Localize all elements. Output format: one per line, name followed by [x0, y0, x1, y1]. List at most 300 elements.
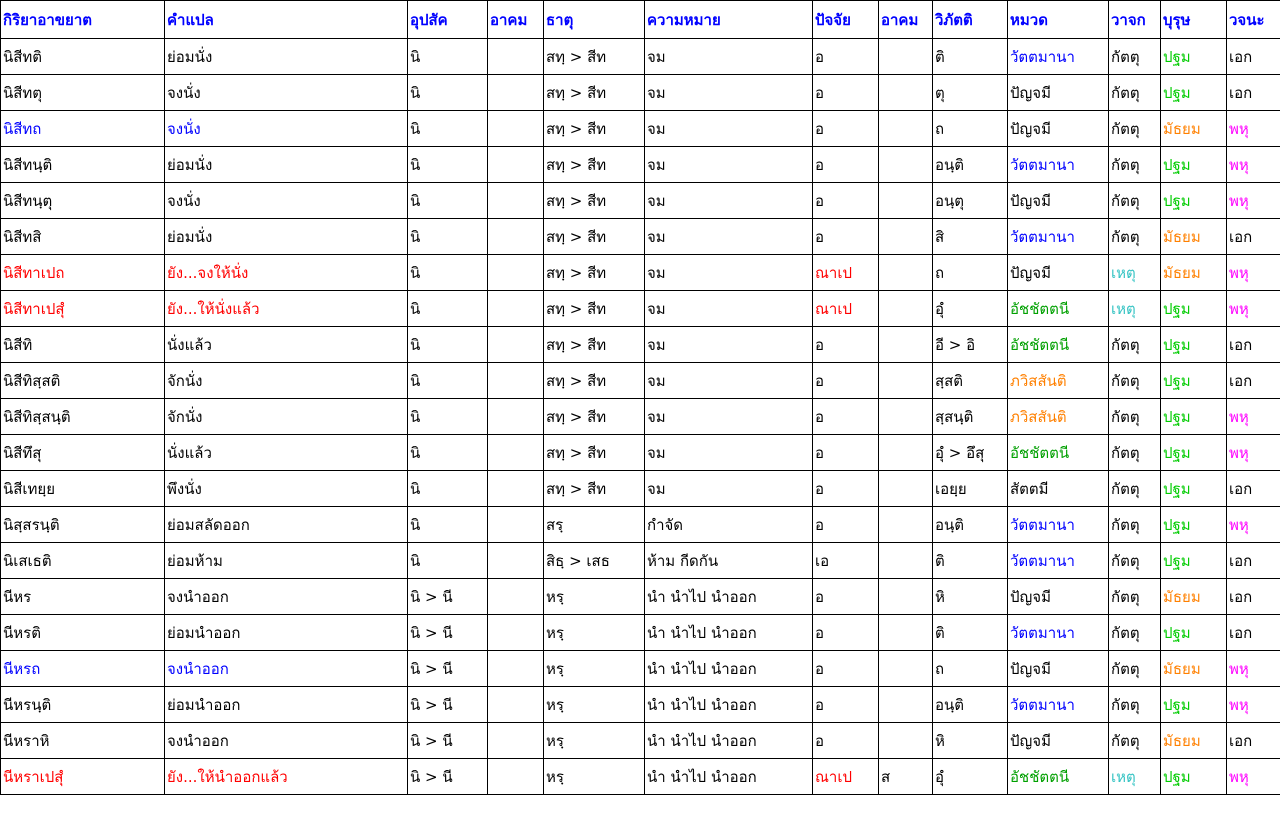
- cell-akom-2: [879, 363, 933, 399]
- cell-meaning: จงนั่ง: [165, 111, 408, 147]
- cell-vacana: พหุ: [1227, 435, 1280, 471]
- cell-kiriya: นีหราเปสุํ: [1, 759, 165, 795]
- cell-purisa: ปฐม: [1161, 183, 1227, 219]
- cell-upasak: นิ: [408, 435, 488, 471]
- cell-dhatu-meaning: จม: [645, 471, 813, 507]
- cell-akom-2: [879, 651, 933, 687]
- cell-akom-2: [879, 39, 933, 75]
- cell-upasak: นิ: [408, 471, 488, 507]
- cell-akom-2: [879, 75, 933, 111]
- cell-dhatu-meaning: กำจัด: [645, 507, 813, 543]
- header-vacana: วจนะ: [1227, 1, 1280, 39]
- cell-akom-2: [879, 615, 933, 651]
- table-row: [1, 147, 1280, 183]
- cell-vacaka: เหตุ: [1109, 255, 1161, 291]
- cell-purisa: ปฐม: [1161, 39, 1227, 75]
- cell-dhatu: สรฺ: [544, 507, 645, 543]
- cell-vacana: พหุ: [1227, 399, 1280, 435]
- table-row: [1, 39, 1280, 75]
- cell-vacana: พหุ: [1227, 759, 1280, 795]
- cell-vibhatti: ถ: [933, 255, 1008, 291]
- cell-vibhatti: ตุ: [933, 75, 1008, 111]
- cell-upasak: นิ: [408, 363, 488, 399]
- table-row: [1, 291, 1280, 327]
- cell-category: ปัญจมี: [1008, 111, 1109, 147]
- cell-vacana: เอก: [1227, 723, 1280, 759]
- cell-vacaka: กัตตุ: [1109, 363, 1161, 399]
- cell-upasak: นิ > นี: [408, 651, 488, 687]
- cell-dhatu: สทฺ > สีท: [544, 255, 645, 291]
- cell-vibhatti: สิ: [933, 219, 1008, 255]
- cell-akom-2: [879, 399, 933, 435]
- header-kiriya: กิริยาอาขยาต: [1, 1, 165, 39]
- cell-akom-2: [879, 579, 933, 615]
- cell-akom-2: [879, 435, 933, 471]
- cell-purisa: มัธยม: [1161, 723, 1227, 759]
- cell-upasak: นิ > นี: [408, 687, 488, 723]
- cell-paccaya: อ: [813, 651, 879, 687]
- cell-dhatu: หรฺ: [544, 651, 645, 687]
- cell-dhatu-meaning: จม: [645, 363, 813, 399]
- cell-vacana: เอก: [1227, 363, 1280, 399]
- cell-meaning: ย่อมนำออก: [165, 687, 408, 723]
- cell-upasak: นิ: [408, 543, 488, 579]
- cell-vacaka: กัตตุ: [1109, 147, 1161, 183]
- cell-dhatu-meaning: ห้าม กีดกัน: [645, 543, 813, 579]
- cell-vibhatti: หิ: [933, 579, 1008, 615]
- cell-dhatu-meaning: จม: [645, 327, 813, 363]
- cell-paccaya: ณาเป: [813, 759, 879, 795]
- cell-dhatu-meaning: จม: [645, 183, 813, 219]
- cell-akom-1: [488, 183, 544, 219]
- cell-kiriya: นิสีทสิ: [1, 219, 165, 255]
- cell-dhatu-meaning: นำ นำไป นำออก: [645, 723, 813, 759]
- table-row: [1, 111, 1280, 147]
- cell-purisa: มัธยม: [1161, 579, 1227, 615]
- cell-akom-1: [488, 147, 544, 183]
- cell-akom-2: ส: [879, 759, 933, 795]
- table-row: [1, 687, 1280, 723]
- cell-purisa: ปฐม: [1161, 363, 1227, 399]
- table-row: [1, 255, 1280, 291]
- cell-upasak: นิ: [408, 75, 488, 111]
- cell-vacana: พหุ: [1227, 255, 1280, 291]
- cell-category: ปัญจมี: [1008, 183, 1109, 219]
- cell-vacana: พหุ: [1227, 687, 1280, 723]
- cell-vacaka: กัตตุ: [1109, 723, 1161, 759]
- cell-vacaka: กัตตุ: [1109, 399, 1161, 435]
- cell-category: ปัญจมี: [1008, 255, 1109, 291]
- cell-kiriya: นิสีทิ: [1, 327, 165, 363]
- cell-upasak: นิ: [408, 399, 488, 435]
- cell-category: ปัญจมี: [1008, 651, 1109, 687]
- cell-vacana: เอก: [1227, 471, 1280, 507]
- cell-vacaka: กัตตุ: [1109, 543, 1161, 579]
- cell-paccaya: อ: [813, 147, 879, 183]
- cell-akom-2: [879, 687, 933, 723]
- cell-dhatu-meaning: นำ นำไป นำออก: [645, 615, 813, 651]
- cell-meaning: จงนั่ง: [165, 183, 408, 219]
- cell-paccaya: อ: [813, 615, 879, 651]
- cell-dhatu: สทฺ > สีท: [544, 435, 645, 471]
- cell-upasak: นิ: [408, 255, 488, 291]
- cell-kiriya: นิสีทนฺติ: [1, 147, 165, 183]
- cell-vibhatti: สฺสติ: [933, 363, 1008, 399]
- cell-category: อัชชัตตนี: [1008, 759, 1109, 795]
- cell-paccaya: อ: [813, 219, 879, 255]
- cell-kiriya: นิสีทนฺตุ: [1, 183, 165, 219]
- cell-paccaya: อ: [813, 471, 879, 507]
- cell-category: ปัญจมี: [1008, 75, 1109, 111]
- cell-paccaya: อ: [813, 363, 879, 399]
- cell-dhatu-meaning: จม: [645, 39, 813, 75]
- cell-dhatu-meaning: จม: [645, 147, 813, 183]
- cell-kiriya: นีหราหิ: [1, 723, 165, 759]
- cell-dhatu: สทฺ > สีท: [544, 399, 645, 435]
- cell-akom-1: [488, 111, 544, 147]
- cell-purisa: มัธยม: [1161, 219, 1227, 255]
- table-row: [1, 363, 1280, 399]
- table-row: [1, 615, 1280, 651]
- cell-dhatu: สทฺ > สีท: [544, 327, 645, 363]
- cell-meaning: นั่งแล้ว: [165, 327, 408, 363]
- cell-akom-1: [488, 39, 544, 75]
- cell-akom-2: [879, 183, 933, 219]
- cell-meaning: จงนำออก: [165, 651, 408, 687]
- cell-vacaka: กัตตุ: [1109, 183, 1161, 219]
- cell-vibhatti: อนฺติ: [933, 687, 1008, 723]
- cell-vacana: เอก: [1227, 615, 1280, 651]
- cell-meaning: ยัง...ให้นั่งแล้ว: [165, 291, 408, 327]
- table-row: [1, 327, 1280, 363]
- cell-purisa: ปฐม: [1161, 435, 1227, 471]
- cell-purisa: มัธยม: [1161, 111, 1227, 147]
- cell-paccaya: อ: [813, 723, 879, 759]
- cell-vacaka: กัตตุ: [1109, 651, 1161, 687]
- table-row: [1, 471, 1280, 507]
- cell-dhatu: สทฺ > สีท: [544, 183, 645, 219]
- cell-vacaka: กัตตุ: [1109, 579, 1161, 615]
- table-row: [1, 543, 1280, 579]
- cell-category: วัตตมานา: [1008, 543, 1109, 579]
- cell-dhatu: หรฺ: [544, 579, 645, 615]
- cell-kiriya: นิเสเธติ: [1, 543, 165, 579]
- cell-dhatu-meaning: นำ นำไป นำออก: [645, 687, 813, 723]
- cell-dhatu: หรฺ: [544, 615, 645, 651]
- cell-akom-2: [879, 255, 933, 291]
- cell-purisa: ปฐม: [1161, 147, 1227, 183]
- cell-vacana: เอก: [1227, 75, 1280, 111]
- cell-vibhatti: ติ: [933, 615, 1008, 651]
- cell-vacana: เอก: [1227, 579, 1280, 615]
- cell-kiriya: นิสีทตุ: [1, 75, 165, 111]
- cell-akom-1: [488, 75, 544, 111]
- cell-meaning: จักนั่ง: [165, 363, 408, 399]
- table-row: [1, 399, 1280, 435]
- cell-vibhatti: ติ: [933, 543, 1008, 579]
- header-akom-2: อาคม: [879, 1, 933, 39]
- cell-akom-1: [488, 219, 544, 255]
- cell-vibhatti: ติ: [933, 39, 1008, 75]
- cell-purisa: มัธยม: [1161, 651, 1227, 687]
- cell-akom-2: [879, 723, 933, 759]
- cell-akom-1: [488, 687, 544, 723]
- cell-vibhatti: อุํ: [933, 291, 1008, 327]
- cell-meaning: นั่งแล้ว: [165, 435, 408, 471]
- cell-dhatu: หรฺ: [544, 687, 645, 723]
- cell-category: อัชชัตตนี: [1008, 435, 1109, 471]
- cell-vibhatti: อุํ > อึสุ: [933, 435, 1008, 471]
- cell-purisa: ปฐม: [1161, 543, 1227, 579]
- cell-dhatu-meaning: จม: [645, 399, 813, 435]
- cell-category: วัตตมานา: [1008, 219, 1109, 255]
- cell-dhatu-meaning: นำ นำไป นำออก: [645, 579, 813, 615]
- table-row: [1, 183, 1280, 219]
- cell-purisa: ปฐม: [1161, 615, 1227, 651]
- cell-vibhatti: ถ: [933, 651, 1008, 687]
- cell-category: วัตตมานา: [1008, 687, 1109, 723]
- cell-vacaka: กัตตุ: [1109, 435, 1161, 471]
- cell-akom-1: [488, 651, 544, 687]
- cell-paccaya: อ: [813, 75, 879, 111]
- cell-kiriya: นิสีทิสฺสนฺติ: [1, 399, 165, 435]
- cell-dhatu-meaning: จม: [645, 219, 813, 255]
- cell-kiriya: นิสีทิสฺสติ: [1, 363, 165, 399]
- cell-meaning: พึงนั่ง: [165, 471, 408, 507]
- cell-upasak: นิ > นี: [408, 759, 488, 795]
- header-dhatu: ธาตุ: [544, 1, 645, 39]
- table-row: [1, 723, 1280, 759]
- cell-dhatu-meaning: นำ นำไป นำออก: [645, 759, 813, 795]
- table-row: [1, 759, 1280, 795]
- table-row: [1, 651, 1280, 687]
- cell-akom-1: [488, 471, 544, 507]
- table-row: [1, 579, 1280, 615]
- cell-akom-1: [488, 615, 544, 651]
- cell-upasak: นิ > นี: [408, 615, 488, 651]
- cell-vacaka: กัตตุ: [1109, 615, 1161, 651]
- cell-vacaka: กัตตุ: [1109, 219, 1161, 255]
- cell-akom-2: [879, 543, 933, 579]
- cell-dhatu: สทฺ > สีท: [544, 147, 645, 183]
- cell-category: ภวิสสันติ: [1008, 399, 1109, 435]
- table-row: [1, 435, 1280, 471]
- cell-vacaka: กัตตุ: [1109, 471, 1161, 507]
- header-meaning: คำแปล: [165, 1, 408, 39]
- cell-vacaka: กัตตุ: [1109, 111, 1161, 147]
- cell-dhatu: สทฺ > สีท: [544, 219, 645, 255]
- cell-paccaya: อ: [813, 327, 879, 363]
- cell-meaning: ยัง...ให้นำออกแล้ว: [165, 759, 408, 795]
- cell-paccaya: ณาเป: [813, 255, 879, 291]
- cell-dhatu: สทฺ > สีท: [544, 111, 645, 147]
- cell-meaning: ย่อมนั่ง: [165, 219, 408, 255]
- header-upasak: อุปสัค: [408, 1, 488, 39]
- cell-purisa: ปฐม: [1161, 399, 1227, 435]
- cell-vibhatti: หิ: [933, 723, 1008, 759]
- cell-vacana: พหุ: [1227, 651, 1280, 687]
- cell-vibhatti: อนฺติ: [933, 507, 1008, 543]
- cell-akom-2: [879, 111, 933, 147]
- table-body: [1, 39, 1280, 795]
- cell-vacana: พหุ: [1227, 147, 1280, 183]
- cell-paccaya: อ: [813, 111, 879, 147]
- cell-purisa: ปฐม: [1161, 75, 1227, 111]
- cell-category: ภวิสสันติ: [1008, 363, 1109, 399]
- cell-akom-2: [879, 219, 933, 255]
- cell-dhatu: หรฺ: [544, 723, 645, 759]
- cell-dhatu-meaning: จม: [645, 291, 813, 327]
- cell-category: วัตตมานา: [1008, 615, 1109, 651]
- cell-vacana: พหุ: [1227, 183, 1280, 219]
- cell-kiriya: นิสีเทยฺย: [1, 471, 165, 507]
- cell-akom-2: [879, 471, 933, 507]
- cell-paccaya: อ: [813, 435, 879, 471]
- cell-akom-1: [488, 327, 544, 363]
- cell-meaning: ย่อมนั่ง: [165, 147, 408, 183]
- cell-kiriya: นีหรติ: [1, 615, 165, 651]
- cell-akom-1: [488, 435, 544, 471]
- cell-kiriya: นีหรนฺติ: [1, 687, 165, 723]
- cell-vibhatti: ถ: [933, 111, 1008, 147]
- cell-dhatu: หรฺ: [544, 759, 645, 795]
- cell-purisa: ปฐม: [1161, 759, 1227, 795]
- cell-vacana: เอก: [1227, 327, 1280, 363]
- cell-dhatu-meaning: จม: [645, 435, 813, 471]
- cell-paccaya: ณาเป: [813, 291, 879, 327]
- cell-kiriya: นีหร: [1, 579, 165, 615]
- cell-dhatu-meaning: จม: [645, 255, 813, 291]
- cell-vacaka: กัตตุ: [1109, 75, 1161, 111]
- cell-kiriya: นีหรถ: [1, 651, 165, 687]
- cell-akom-1: [488, 507, 544, 543]
- cell-akom-2: [879, 147, 933, 183]
- cell-vacana: พหุ: [1227, 507, 1280, 543]
- cell-meaning: จงนำออก: [165, 723, 408, 759]
- cell-paccaya: อ: [813, 579, 879, 615]
- cell-dhatu-meaning: นำ นำไป นำออก: [645, 651, 813, 687]
- cell-paccaya: อ: [813, 39, 879, 75]
- cell-meaning: ย่อมสลัดออก: [165, 507, 408, 543]
- cell-vacana: พหุ: [1227, 291, 1280, 327]
- cell-upasak: นิ > นี: [408, 579, 488, 615]
- header-dhatu-meaning: ความหมาย: [645, 1, 813, 39]
- cell-dhatu: สทฺ > สีท: [544, 471, 645, 507]
- cell-kiriya: นิสีทึสุ: [1, 435, 165, 471]
- header-vibhatti: วิภัตติ: [933, 1, 1008, 39]
- cell-akom-2: [879, 507, 933, 543]
- cell-paccaya: อ: [813, 399, 879, 435]
- cell-meaning: จงนั่ง: [165, 75, 408, 111]
- cell-purisa: ปฐม: [1161, 471, 1227, 507]
- cell-dhatu: สทฺ > สีท: [544, 75, 645, 111]
- cell-akom-1: [488, 759, 544, 795]
- cell-kiriya: นิสีทาเปถ: [1, 255, 165, 291]
- cell-vacaka: กัตตุ: [1109, 507, 1161, 543]
- header-row: [1, 1, 1280, 39]
- cell-meaning: ยัง...จงให้นั่ง: [165, 255, 408, 291]
- cell-category: วัตตมานา: [1008, 147, 1109, 183]
- cell-purisa: มัธยม: [1161, 255, 1227, 291]
- cell-akom-1: [488, 723, 544, 759]
- header-akom-1: อาคม: [488, 1, 544, 39]
- cell-vacana: เอก: [1227, 543, 1280, 579]
- cell-dhatu: สทฺ > สีท: [544, 363, 645, 399]
- cell-upasak: นิ: [408, 39, 488, 75]
- cell-upasak: นิ: [408, 111, 488, 147]
- cell-vibhatti: อนฺตุ: [933, 183, 1008, 219]
- header-vacaka: วาจก: [1109, 1, 1161, 39]
- cell-paccaya: อ: [813, 687, 879, 723]
- cell-upasak: นิ: [408, 327, 488, 363]
- cell-vibhatti: เอยฺย: [933, 471, 1008, 507]
- cell-paccaya: เอ: [813, 543, 879, 579]
- cell-meaning: จักนั่ง: [165, 399, 408, 435]
- cell-purisa: ปฐม: [1161, 507, 1227, 543]
- cell-category: สัตตมี: [1008, 471, 1109, 507]
- header-purisa: บุรุษ: [1161, 1, 1227, 39]
- cell-upasak: นิ: [408, 183, 488, 219]
- cell-vacaka: เหตุ: [1109, 759, 1161, 795]
- cell-purisa: ปฐม: [1161, 687, 1227, 723]
- cell-vacana: พหุ: [1227, 111, 1280, 147]
- cell-vacana: เอก: [1227, 39, 1280, 75]
- cell-akom-1: [488, 579, 544, 615]
- cell-akom-1: [488, 255, 544, 291]
- cell-upasak: นิ: [408, 147, 488, 183]
- table-row: [1, 219, 1280, 255]
- cell-purisa: ปฐม: [1161, 291, 1227, 327]
- cell-akom-2: [879, 291, 933, 327]
- cell-category: ปัญจมี: [1008, 579, 1109, 615]
- cell-kiriya: นิสฺสรนฺติ: [1, 507, 165, 543]
- cell-kiriya: นิสีทติ: [1, 39, 165, 75]
- cell-vacaka: กัตตุ: [1109, 39, 1161, 75]
- cell-upasak: นิ > นี: [408, 723, 488, 759]
- table-row: [1, 75, 1280, 111]
- cell-akom-2: [879, 327, 933, 363]
- cell-meaning: จงนำออก: [165, 579, 408, 615]
- cell-paccaya: อ: [813, 183, 879, 219]
- cell-vacaka: กัตตุ: [1109, 687, 1161, 723]
- cell-meaning: ย่อมห้าม: [165, 543, 408, 579]
- cell-upasak: นิ: [408, 219, 488, 255]
- cell-dhatu: สทฺ > สีท: [544, 291, 645, 327]
- cell-category: ปัญจมี: [1008, 723, 1109, 759]
- cell-vacaka: เหตุ: [1109, 291, 1161, 327]
- cell-category: อัชชัตตนี: [1008, 291, 1109, 327]
- cell-akom-1: [488, 291, 544, 327]
- cell-vibhatti: อนฺติ: [933, 147, 1008, 183]
- cell-dhatu: สทฺ > สีท: [544, 39, 645, 75]
- cell-upasak: นิ: [408, 507, 488, 543]
- cell-meaning: ย่อมนั่ง: [165, 39, 408, 75]
- header-category: หมวด: [1008, 1, 1109, 39]
- cell-vibhatti: สฺสนฺติ: [933, 399, 1008, 435]
- cell-dhatu-meaning: จม: [645, 111, 813, 147]
- cell-akom-1: [488, 363, 544, 399]
- cell-purisa: ปฐม: [1161, 327, 1227, 363]
- cell-category: วัตตมานา: [1008, 507, 1109, 543]
- cell-vacana: เอก: [1227, 219, 1280, 255]
- cell-akom-1: [488, 543, 544, 579]
- cell-kiriya: นิสีทาเปสุํ: [1, 291, 165, 327]
- cell-category: วัตตมานา: [1008, 39, 1109, 75]
- table-row: [1, 507, 1280, 543]
- cell-kiriya: นิสีทถ: [1, 111, 165, 147]
- cell-akom-1: [488, 399, 544, 435]
- cell-category: อัชชัตตนี: [1008, 327, 1109, 363]
